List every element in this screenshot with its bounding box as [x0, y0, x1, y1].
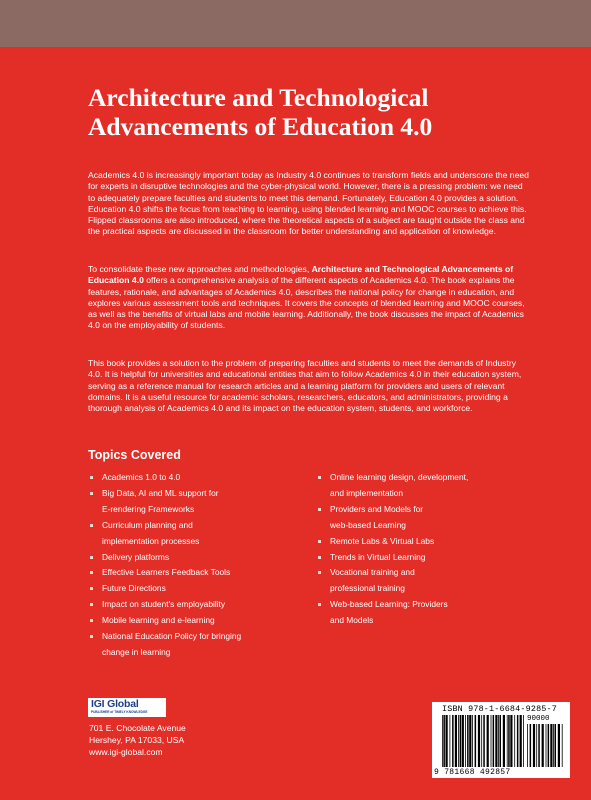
barcode-bar [503, 715, 505, 767]
topics-heading: Topics Covered [88, 448, 181, 462]
publisher-address [89, 723, 186, 758]
topic-item-continuation: change in learning [102, 646, 171, 657]
topic-item-continuation: and Models [330, 615, 374, 626]
barcode-bar [442, 715, 443, 767]
barcode-bar [450, 715, 451, 767]
topic-item: Online learning design, development, [317, 470, 532, 486]
topic-item: Remote Labs & Virtual Labs [317, 534, 532, 550]
topic-item: National Education Policy for bringing [89, 629, 289, 645]
barcode-bar [507, 715, 508, 767]
topic-item: Big Data, AI and ML support for [89, 486, 289, 502]
barcode-bar [483, 715, 485, 767]
barcode-bar [455, 715, 457, 767]
barcode-bar [446, 715, 448, 767]
topic-item: Vocational training and [317, 565, 532, 581]
topic-item-continuation: and implementation [330, 487, 404, 498]
topic-item-continuation: E-rendering Frameworks [102, 503, 195, 514]
barcode-bar [538, 724, 540, 767]
barcode-bar [462, 715, 464, 767]
barcode-bar [478, 715, 480, 767]
barcode-bar [555, 724, 557, 767]
topic-item: Delivery platforms [89, 550, 289, 566]
barcode-bar [523, 715, 524, 767]
barcode-bar [472, 715, 473, 767]
paragraph-2-intro: To consolidate these new approaches and methodologies, [88, 264, 312, 274]
topic-item: Mobile learning and e-learning [89, 613, 289, 629]
publisher-website: www.igi-global.com [89, 746, 163, 757]
barcode-price-code: 90000 [527, 715, 550, 723]
topics-list-right [317, 470, 532, 629]
barcode-bar [542, 724, 544, 767]
barcode-bar [508, 715, 510, 767]
barcode-bar [520, 715, 522, 767]
barcode-bar [530, 724, 532, 767]
barcode-bar [491, 715, 492, 767]
barcode-bar [550, 724, 552, 767]
isbn-number: ISBN 978-1-6684-9285-7 [442, 704, 557, 714]
barcode-bar [493, 715, 495, 767]
topic-item-continuation: professional training [330, 583, 405, 594]
barcode-bar [475, 715, 477, 767]
barcode-bar [498, 715, 499, 767]
description-paragraph-3: This book provides a solution to the problem of preparing faculties and students to meet the demands of Industry 4.0. It is helpful for universities and educational entities that aim to follow Academics 4.0 in their education system, serving as a reference manual for research articles and a learning platform for providers and users of relevant domains. It is a useful resource for academic scholars, researchers, educators, and administrators, providing a thorough analysis of Academics 4.0 and its impact on the education system, students, and workforce. [88, 358, 522, 414]
barcode-bar [452, 715, 454, 767]
barcode-bar [458, 715, 459, 767]
topic-item-continuation: web-based Learning [330, 519, 406, 530]
barcode-bar [527, 724, 528, 767]
barcode-bar [510, 715, 512, 767]
publisher-logo-name: IGI Global [91, 698, 139, 710]
barcode-bar [469, 715, 471, 767]
barcode-bar [553, 724, 554, 767]
topic-item: Curriculum planning and [89, 518, 289, 534]
barcode-bar [517, 715, 519, 767]
barcode-bar [546, 724, 547, 767]
topic-item: Web-based Learning: Providers [317, 597, 532, 613]
topic-item: Impact on student's employability [89, 597, 289, 613]
address-city: Hershey, PA 17033, USA [89, 734, 185, 745]
barcode-bars [442, 715, 524, 767]
barcode-bar [495, 715, 497, 767]
book-title [88, 83, 558, 141]
barcode-bar [465, 715, 466, 767]
topic-item: Academics 1.0 to 4.0 [89, 470, 289, 486]
topic-item: Future Directions [89, 581, 289, 597]
isbn-barcode [432, 702, 570, 778]
topic-item: Trends in Virtual Learning [317, 550, 532, 566]
paragraph-2-body: offers a comprehensive analysis of the different aspects of Academics 4.0. The book explains the features, rationale, and advantages of Academics 4.0, describes the national policy for change in education, and explores various assessment tools and techniques. It covers the concepts of blended learning and MOOC courses, as well as the benefits of virtual labs and mobile learning. Additionally, the book discusses the impact of Academics 4.0 on the employability of students. [88, 275, 525, 331]
description-paragraph-2 [88, 264, 530, 332]
barcode-bar [558, 724, 560, 767]
book-title-line-1: Architecture and Technological [88, 83, 429, 112]
description-paragraph-1: Academics 4.0 is increasingly important today as Industry 4.0 continues to transform fields and underscore the need for experts in disruptive technologies and the cyber-physical world. However, there is a pressing problem: we need to adequately prepare faculties and students to meet this demand. Fortunately, Education 4.0 provides a solution. Education 4.0 shifts the focus from teaching to learning, using blended learning and MOOC courses to achieve this. Flipped classrooms are also introduced, where the theoretical aspects of a subject are taught outside the class and the practical aspects are discussed in the classroom for better understanding and application of knowledge. [88, 170, 529, 237]
publisher-logo [88, 698, 166, 717]
paragraph-2-book-title: Architecture and Technological Advancements of Education 4.0 [88, 264, 514, 286]
barcode-bar [481, 715, 482, 767]
barcode-bar [562, 724, 563, 767]
barcode-bar [460, 715, 462, 767]
top-color-band [0, 0, 591, 47]
topic-item: Providers and Models for [317, 502, 532, 518]
barcode-bar [514, 715, 515, 767]
barcode-bar [467, 715, 469, 767]
barcode-bar [487, 715, 489, 767]
barcode-bar [443, 715, 445, 767]
topics-list-left [89, 470, 289, 661]
barcode-bar [500, 715, 502, 767]
topic-item-continuation: implementation processes [102, 535, 200, 546]
book-title-line-2: Advancements of Education 4.0 [88, 112, 433, 141]
publisher-logo-tagline: PUBLISHER of TIMELY KNOWLEDGE [91, 710, 148, 714]
barcode-addon-bars [527, 724, 563, 767]
barcode-bar [548, 724, 550, 767]
barcode-bar [536, 724, 537, 767]
topic-item: Effective Learners Feedback Tools [89, 565, 289, 581]
address-street: 701 E. Chocolate Avenue [89, 723, 186, 733]
barcode-digits: 9 781668 492857 [434, 768, 511, 777]
barcode-bar [533, 724, 535, 767]
